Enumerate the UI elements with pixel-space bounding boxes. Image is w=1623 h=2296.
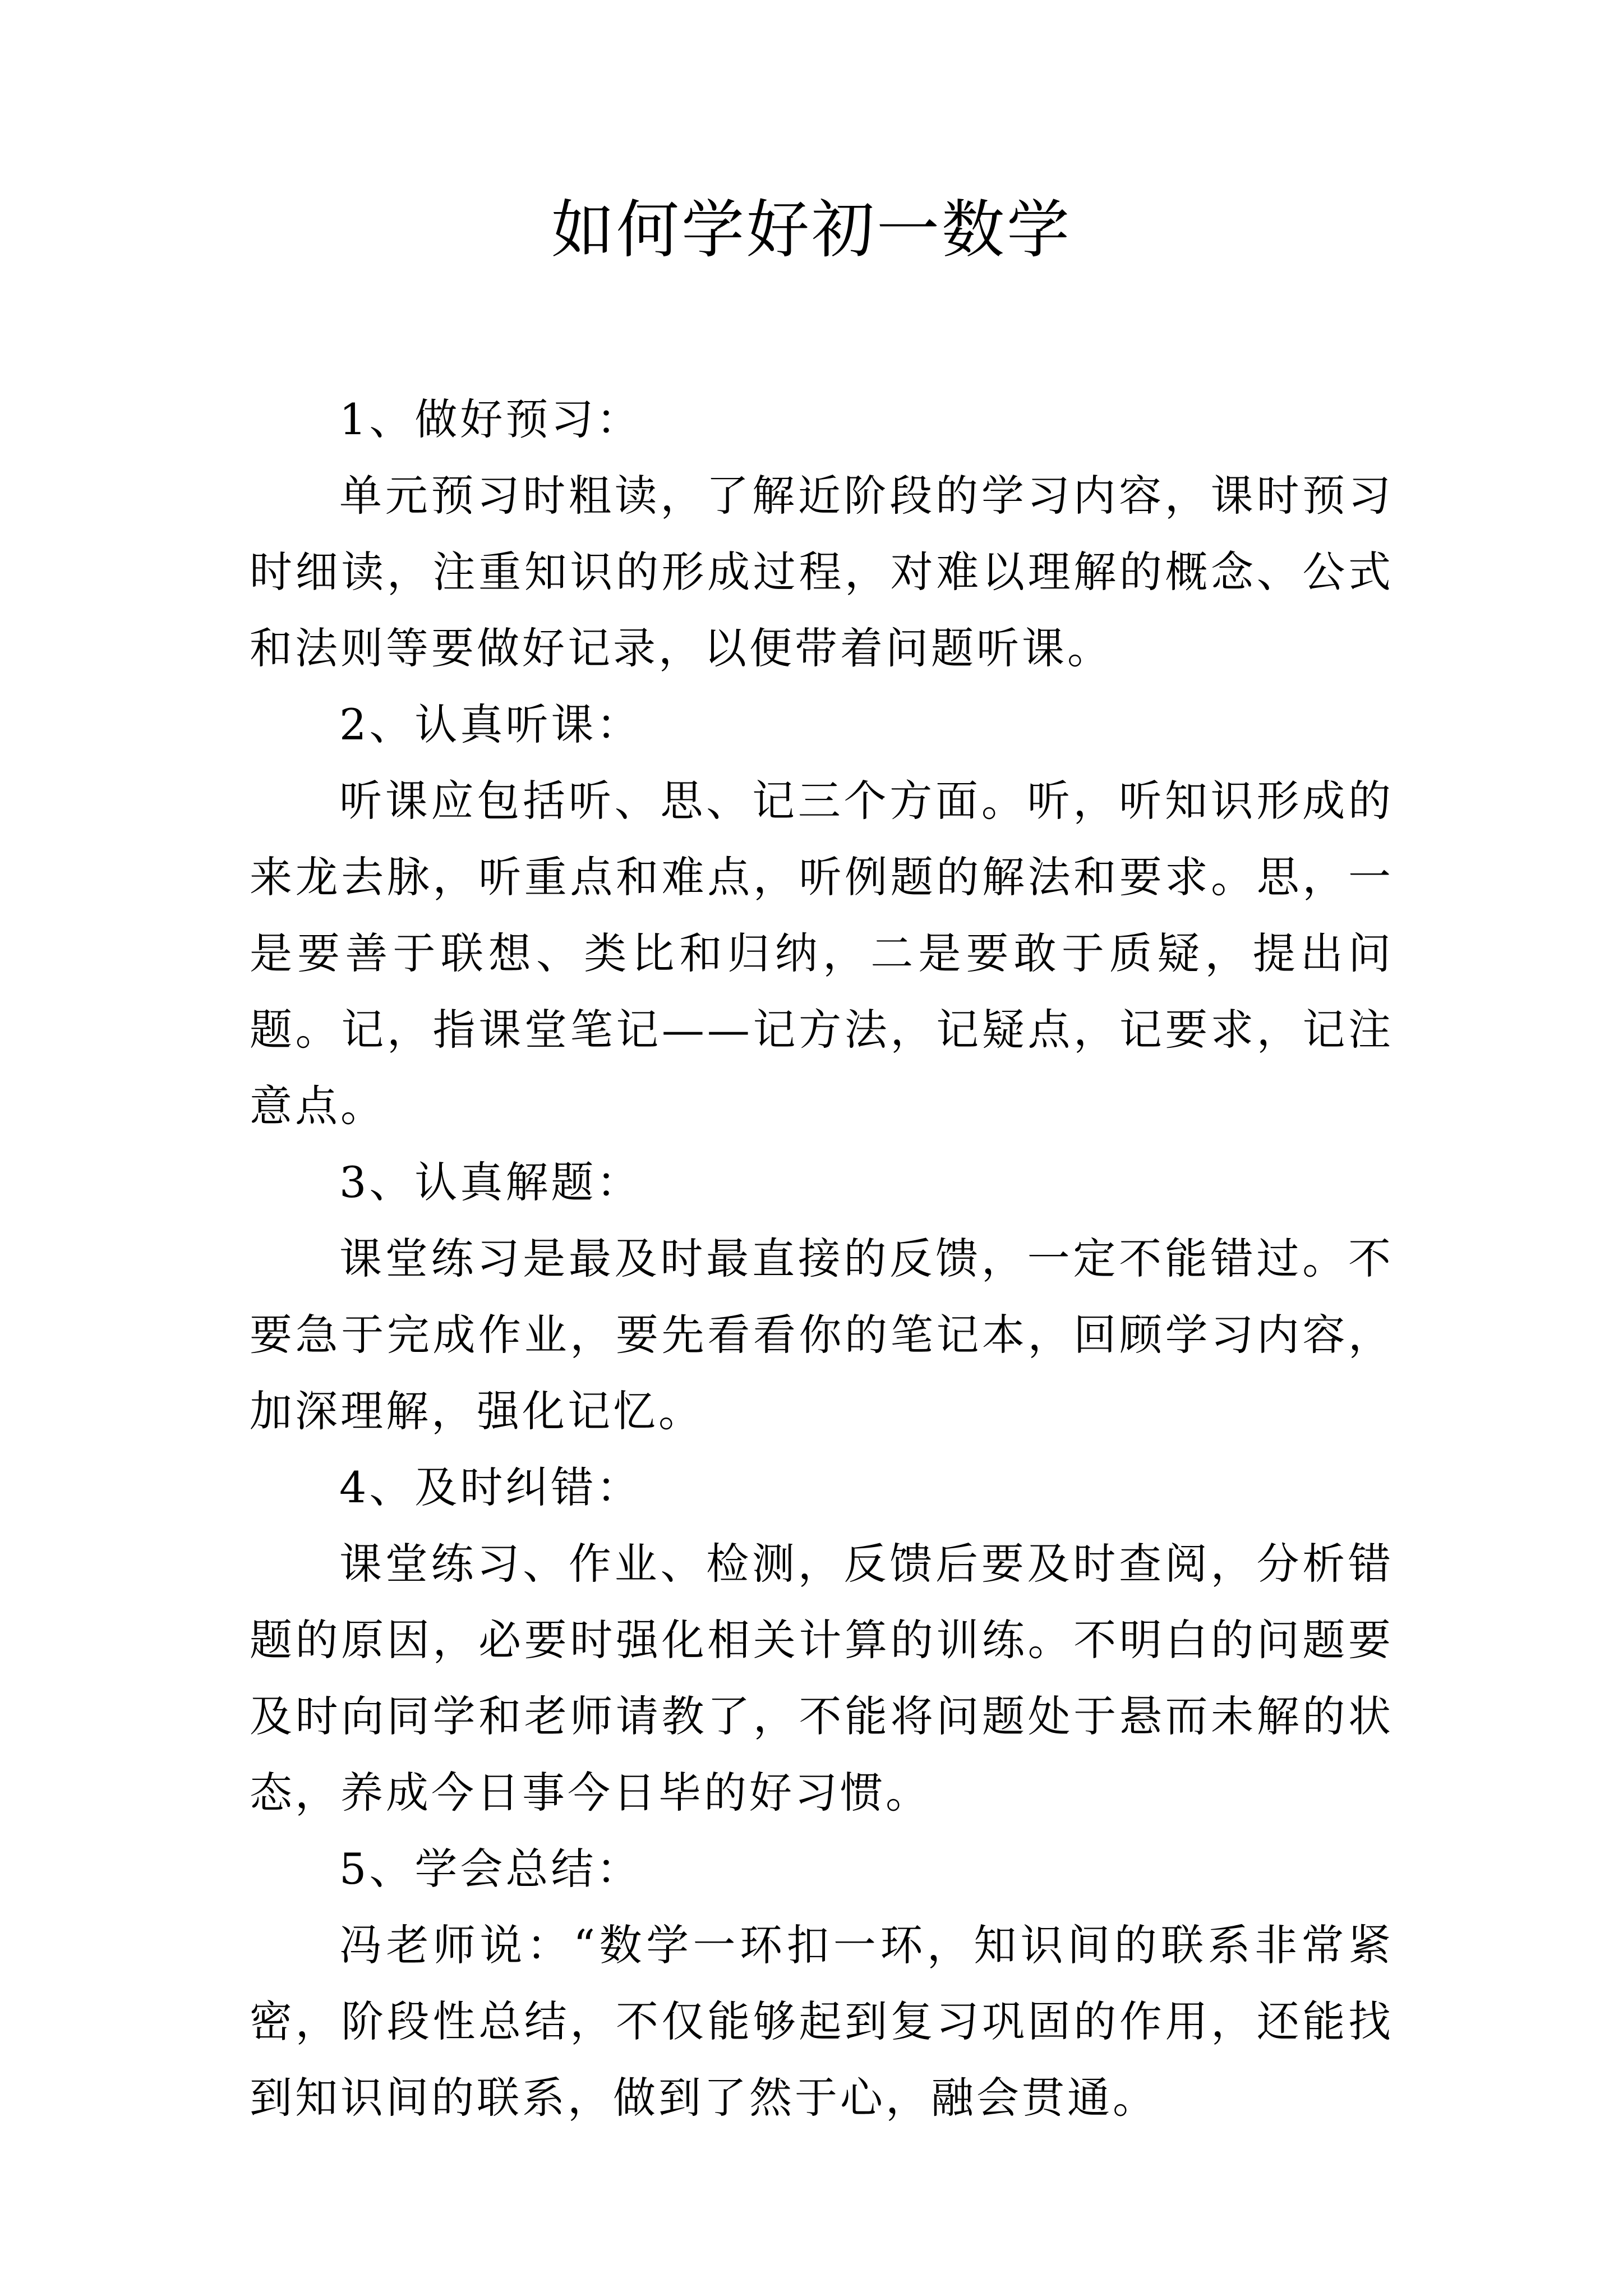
paragraph-error-correction: 课堂练习、作业、检测，反馈后要及时查阅，分析错题的原因，必要时强化相关计算的训练。不明白的问题要及时向同学和老师请教了，不能将问题处于悬而未解的状态，养成今日事今日毕的好习惯。	[250, 1539, 1394, 1818]
heading-problem-solving: 3、认真解题：	[339, 1157, 642, 1207]
paragraph-problem-solving: 课堂练习是最及时最直接的反馈，一定不能错过。不要急于完成作业，要先看看你的笔记本，回顾学习内容，加深理解，强化记忆。	[250, 1234, 1394, 1436]
heading-summarizing: 5、学会总结：	[339, 1844, 642, 1894]
page-title: 如何学好初一数学	[551, 194, 1072, 266]
heading-error-correction: 4、及时纠错：	[339, 1462, 642, 1512]
heading-listening: 2、认真听课：	[339, 700, 642, 749]
paragraph-listening: 听课应包括听、思、记三个方面。听，听知识形成的来龙去脉，听重点和难点，听例题的解法和要求。思，一是要善于联想、类比和归纳，二是要敢于质疑，提出问题。记，指课堂笔记——记方法，记疑点，记要求，记注意点。	[250, 776, 1394, 1131]
heading-preview: 1、做好预习：	[339, 394, 642, 444]
document-body	[250, 381, 1394, 2136]
paragraph-preview: 单元预习时粗读，了解近阶段的学习内容，课时预习时细读，注重知识的形成过程，对难以理解的概念、公式和法则等要做好记录，以便带着问题听课。	[250, 471, 1394, 673]
paragraph-summarizing: 冯老师说：“数学一环扣一环，知识间的联系非常紧密，阶段性总结，不仅能够起到复习巩固的作用，还能找到知识间的联系，做到了然于心，融会贯通。	[250, 1920, 1394, 2123]
